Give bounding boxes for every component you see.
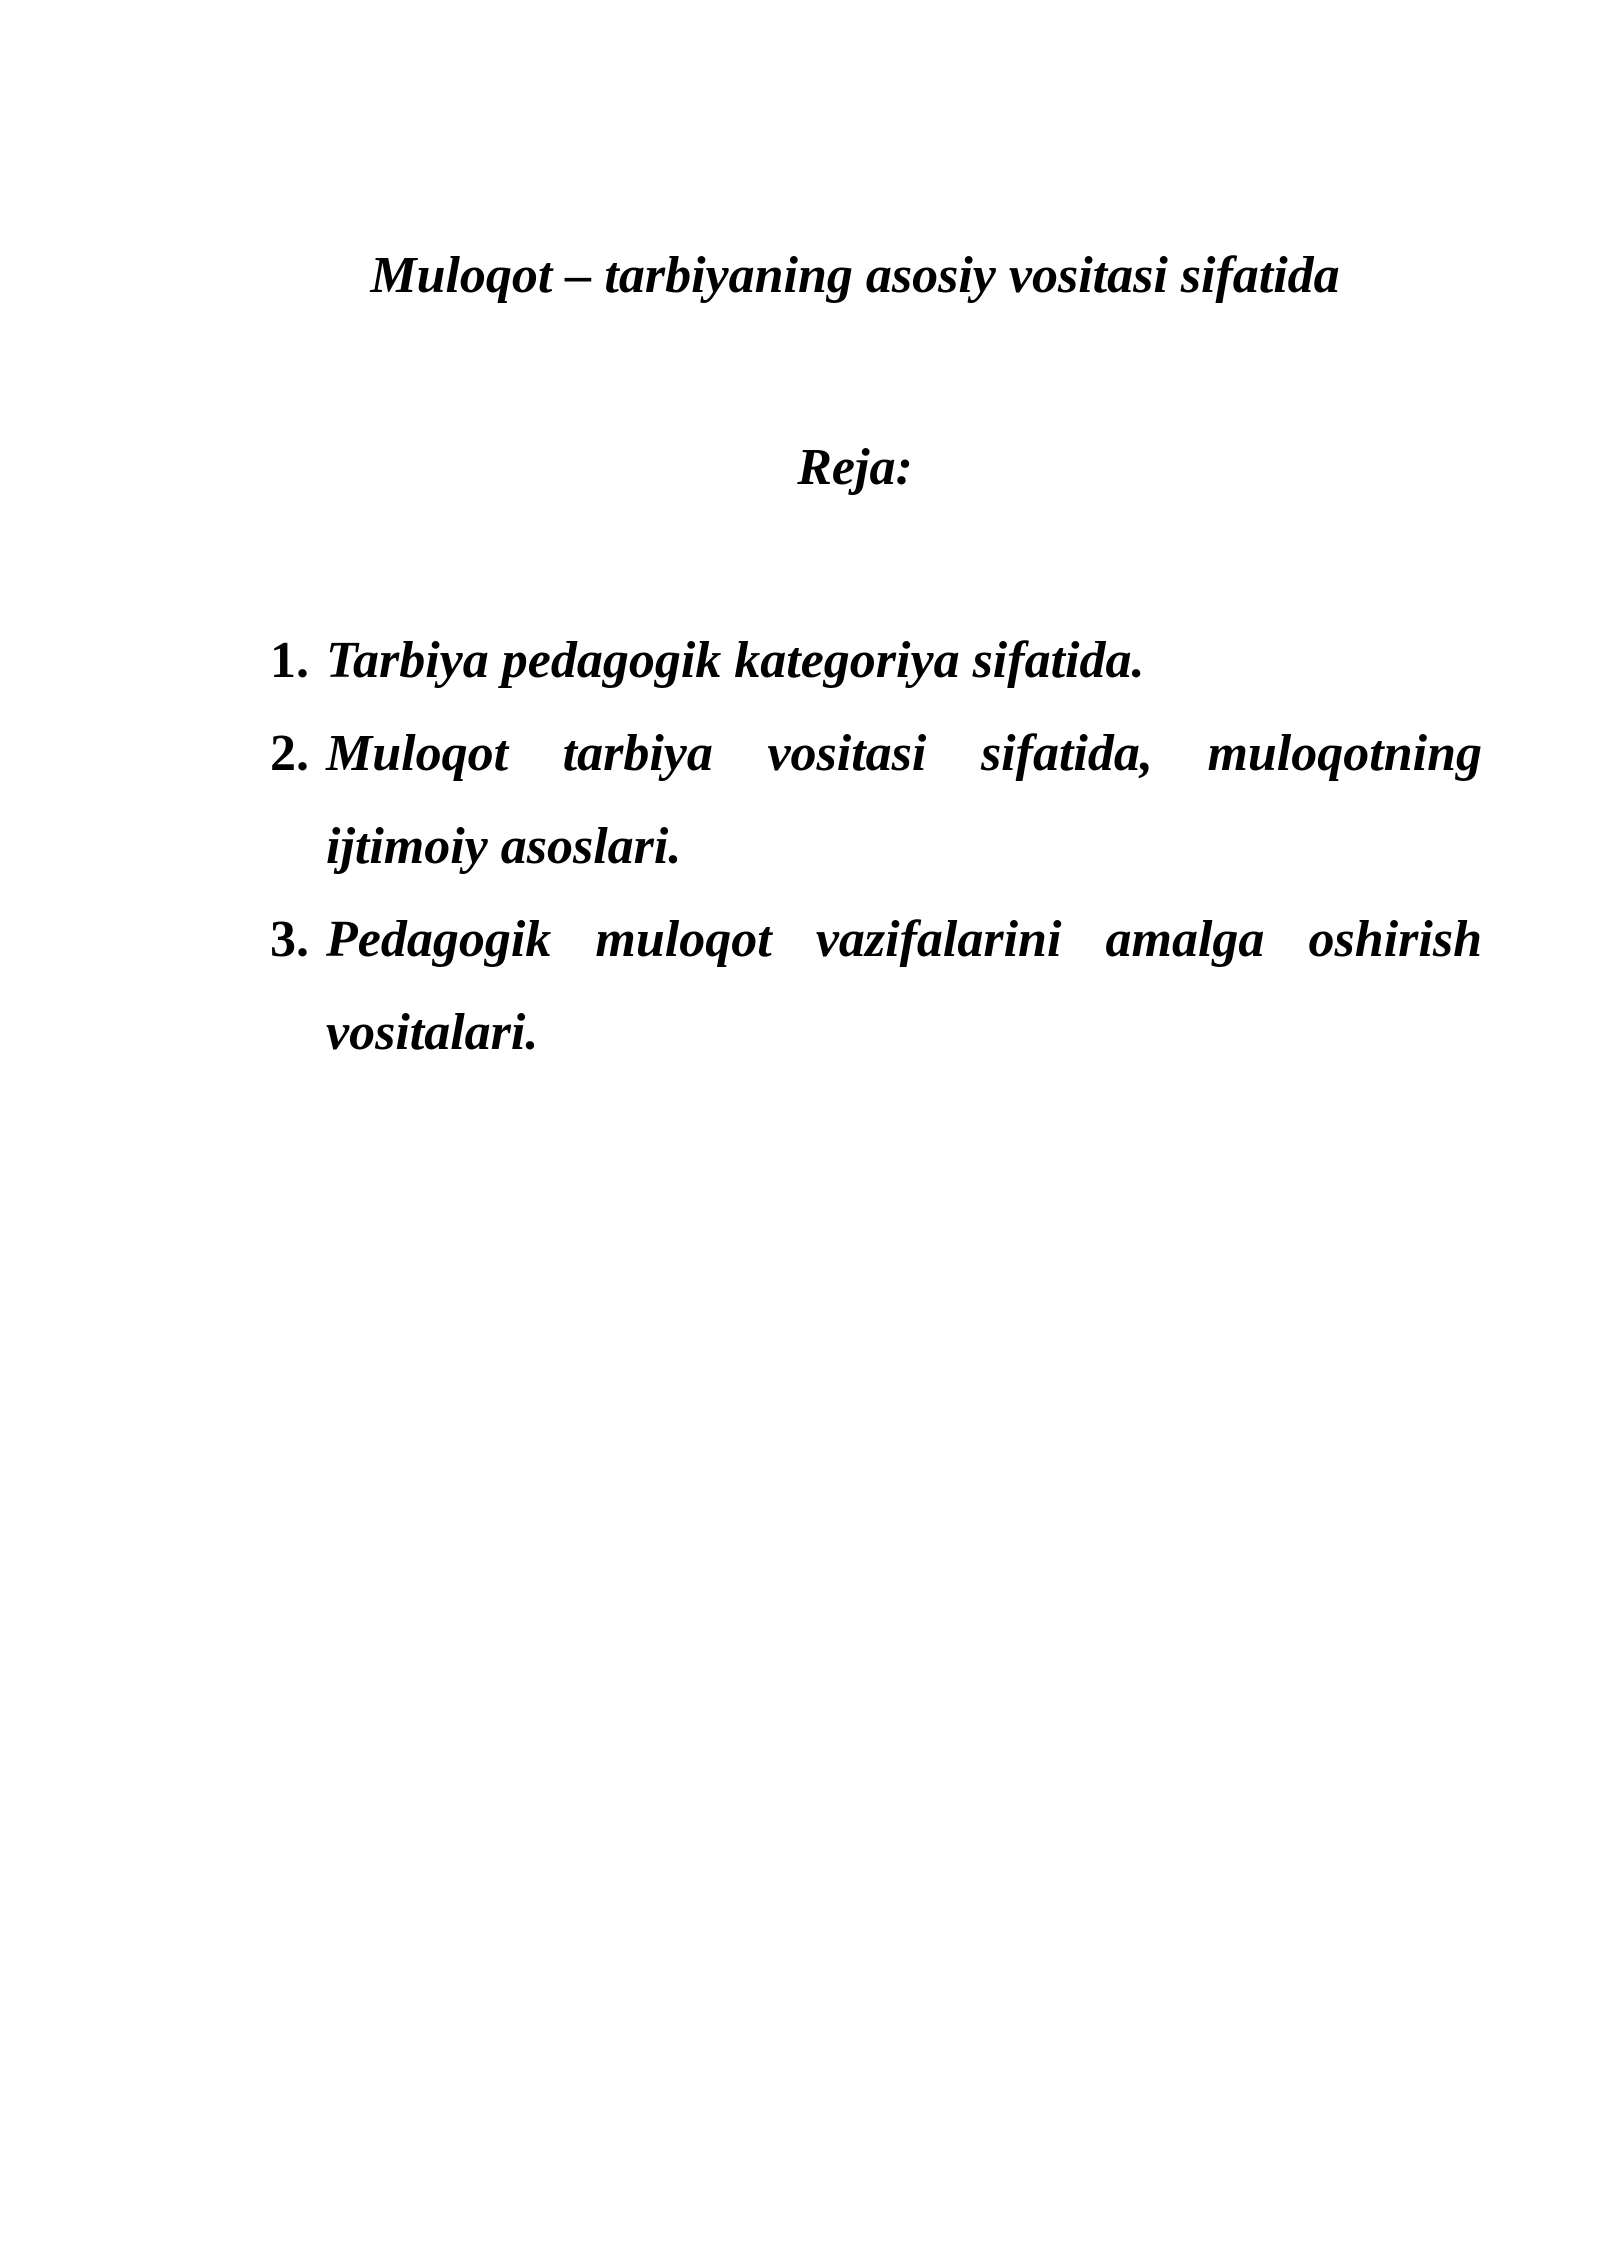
plan-item-number: 1. bbox=[270, 632, 309, 689]
plan-item-number: 3. bbox=[270, 911, 309, 968]
plan-item-number: 2. bbox=[270, 725, 309, 782]
plan-item-1 bbox=[270, 614, 1482, 707]
plan-item-text: Pedagogik muloqot vazifalarini amalga oshirish vositalari. bbox=[326, 911, 1482, 1061]
plan-list bbox=[270, 614, 1482, 1079]
plan-item-2 bbox=[270, 707, 1482, 893]
page-title: Muloqot – tarbiyaning asosiy vositasi sifatida bbox=[370, 247, 1340, 304]
plan-item-text: Tarbiya pedagogik kategoriya sifatida. bbox=[326, 632, 1145, 689]
plan-item-3 bbox=[270, 893, 1482, 1079]
plan-item-text: Muloqot tarbiya vositasi sifatida, muloqotning ijtimoiy asoslari. bbox=[326, 725, 1482, 875]
plan-heading: Reja: bbox=[797, 439, 913, 496]
